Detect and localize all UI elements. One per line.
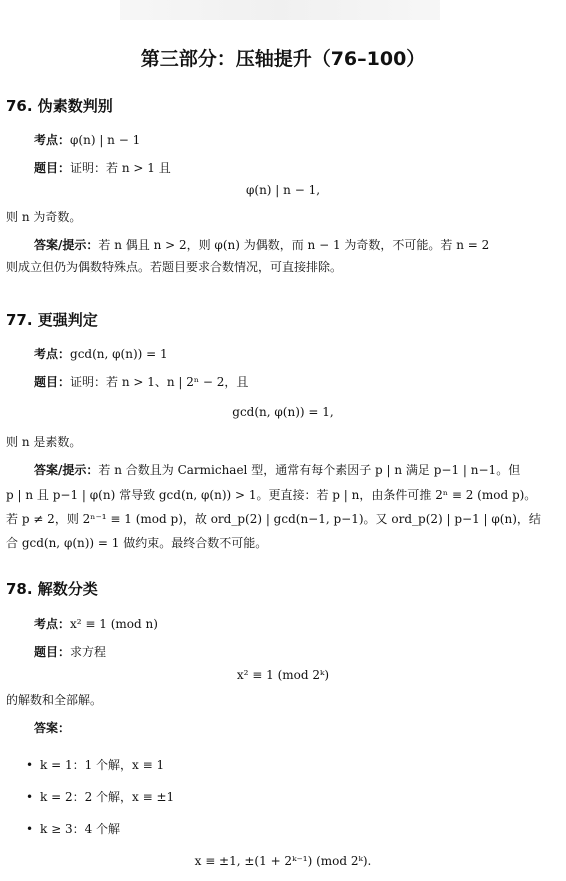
list-item-text: k ≥ 3：4 个解 xyxy=(40,822,121,836)
s77-answer-line2: p | n 且 p−1 | φ(n) 常导致 gcd(n, φ(n)) > 1。更直接：若 p | n，由条件可推 2ⁿ ≡ 2 (mod p)。 xyxy=(6,488,537,502)
point-label: 考点： xyxy=(34,347,71,361)
s78-after: 的解数和全部解。 xyxy=(6,693,103,707)
question-label: 题目： xyxy=(34,161,71,175)
list-item xyxy=(26,788,174,805)
point-text: φ(n) | n − 1 xyxy=(70,133,141,147)
point-text: gcd(n, φ(n)) = 1 xyxy=(70,347,168,361)
s77-after: 则 n 是素数。 xyxy=(6,435,82,449)
answer-label: 答案/提示： xyxy=(34,238,99,252)
s78-question xyxy=(34,644,106,660)
s76-answer-line2: 则成立但仍为偶数特殊点。若题目要求合数情况，可直接排除。 xyxy=(6,260,343,274)
s78-final-formula: x ≡ ±1, ±(1 + 2ᵏ⁻¹) (mod 2ᵏ). xyxy=(194,854,372,868)
s77-point xyxy=(34,346,168,362)
s77-question xyxy=(34,374,248,390)
s78-point xyxy=(34,616,158,632)
question-text: 证明：若 n > 1、n | 2ⁿ − 2，且 xyxy=(70,375,249,389)
s76-formula: φ(n) | n − 1, xyxy=(245,183,321,197)
list-item-text: k = 2：2 个解，x ≡ ±1 xyxy=(40,790,175,804)
section-77-heading: 77. 更强判定 xyxy=(6,311,98,329)
bullet-icon: • xyxy=(26,758,34,772)
section-76-heading: 76. 伪素数判别 xyxy=(6,97,113,115)
s76-after: 则 n 为奇数。 xyxy=(6,210,82,224)
s78-answer-label xyxy=(34,720,70,736)
s77-formula: gcd(n, φ(n)) = 1, xyxy=(232,405,334,419)
section-78-heading: 78. 解数分类 xyxy=(6,580,98,598)
answer-label: 答案/提示： xyxy=(34,463,99,477)
s76-question xyxy=(34,160,171,176)
s77-answer-line1 xyxy=(34,462,520,478)
bullet-icon: • xyxy=(26,822,34,836)
question-label: 题目： xyxy=(34,645,71,659)
s76-answer-line1 xyxy=(34,237,489,253)
list-item-text: k = 1：1 个解，x ≡ 1 xyxy=(40,758,165,772)
answer-text: 若 n 偶且 n > 2，则 φ(n) 为偶数，而 n − 1 为奇数，不可能。若 n = 2 xyxy=(98,238,490,252)
point-label: 考点： xyxy=(34,133,71,147)
answer-label: 答案： xyxy=(34,721,71,735)
list-item xyxy=(26,820,120,837)
question-label: 题目： xyxy=(34,375,71,389)
part-title: 第三部分：压轴提升（76–100） xyxy=(140,48,426,70)
list-item xyxy=(26,756,164,773)
s77-answer-line4: 合 gcd(n, φ(n)) = 1 做约束。最终合数不可能。 xyxy=(6,536,268,550)
blurred-header xyxy=(120,0,440,20)
s77-answer-line3: 若 p ≠ 2，则 2ⁿ⁻¹ ≡ 1 (mod p)，故 ord_p(2) | gcd(n−1, p−1)。又 ord_p(2) | p−1 | φ(n)，结 xyxy=(6,512,541,526)
s78-formula: x² ≡ 1 (mod 2ᵏ) xyxy=(236,668,330,682)
s76-point xyxy=(34,132,140,148)
point-label: 考点： xyxy=(34,617,71,631)
question-text: 证明：若 n > 1 且 xyxy=(70,161,171,175)
point-text: x² ≡ 1 (mod n) xyxy=(70,617,158,631)
bullet-icon: • xyxy=(26,790,34,804)
answer-text: 若 n 合数且为 Carmichael 型，通常有每个素因子 p | n 满足 p−1 | n−1。但 xyxy=(98,463,521,477)
question-text: 求方程 xyxy=(70,645,107,659)
